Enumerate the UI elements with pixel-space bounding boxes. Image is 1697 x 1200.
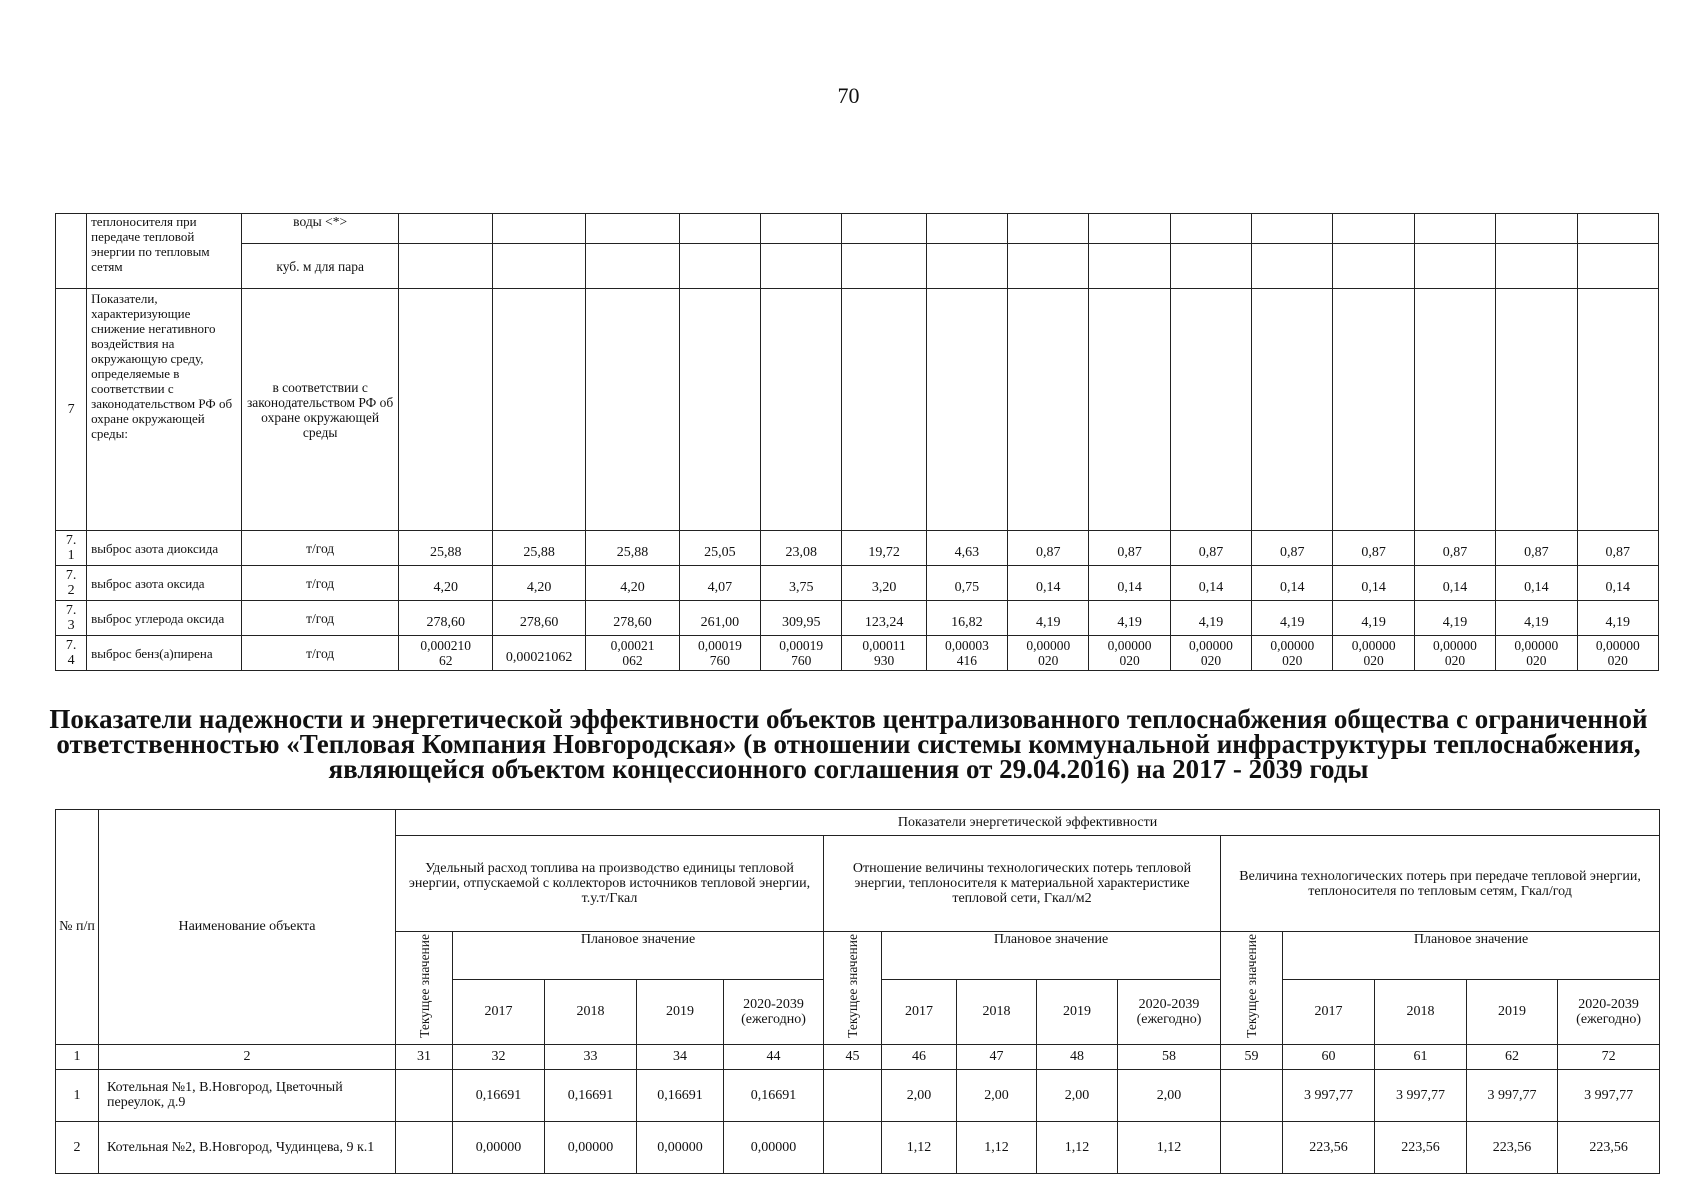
unit-cell: т/год bbox=[241, 601, 399, 636]
table-row bbox=[56, 566, 1659, 601]
column-index-cell: 58 bbox=[1118, 1044, 1221, 1069]
value-cell: 4,20 bbox=[586, 566, 679, 601]
value-cell: 0,16691 bbox=[545, 1069, 637, 1121]
year-header: 2017 bbox=[453, 979, 545, 1044]
value-cell: 0,00000 020 bbox=[1414, 636, 1495, 671]
value-cell: 0,00000 020 bbox=[1252, 636, 1333, 671]
object-name: Котельная №2, В.Новгород, Чудинцева, 9 к.1 bbox=[99, 1121, 396, 1173]
row-number: 7. 1 bbox=[56, 531, 87, 566]
value-cell: 0,75 bbox=[926, 566, 1007, 601]
col-header-name: Наименование объекта bbox=[99, 810, 396, 1045]
year-header: 2018 bbox=[957, 979, 1037, 1044]
group-title: Удельный расход топлива на производство единицы тепловой энергии, отпускаемой с коллекторов источников тепловой энергии, т.у.т/Гкал bbox=[396, 836, 824, 932]
value-cell: 0,00011 930 bbox=[842, 636, 926, 671]
value-cell: 0,14 bbox=[1008, 566, 1089, 601]
value-cell: 0,14 bbox=[1577, 566, 1659, 601]
value-cell: 223,56 bbox=[1283, 1121, 1375, 1173]
value-cell: 4,19 bbox=[1008, 601, 1089, 636]
column-index-cell: 33 bbox=[545, 1044, 637, 1069]
value-cell: 0,87 bbox=[1496, 531, 1577, 566]
value-cell: 0,00000 020 bbox=[1089, 636, 1170, 671]
value-cell: 123,24 bbox=[842, 601, 926, 636]
value-cell: 0,87 bbox=[1333, 531, 1414, 566]
unit-cell: в соответствии с законодательством РФ об охране окружающей среды bbox=[241, 289, 399, 531]
object-name: Котельная №1, В.Новгород, Цветочный переулок, д.9 bbox=[99, 1069, 396, 1121]
column-index-cell: 62 bbox=[1467, 1044, 1558, 1069]
value-cell: 0,00000 020 bbox=[1008, 636, 1089, 671]
row-number: 7. 2 bbox=[56, 566, 87, 601]
value-cell bbox=[824, 1069, 882, 1121]
value-cell: 0,00021062 bbox=[492, 636, 585, 671]
efficiency-indicators-table bbox=[55, 809, 1660, 1174]
column-index-cell: 47 bbox=[957, 1044, 1037, 1069]
column-index-cell: 32 bbox=[453, 1044, 545, 1069]
row-name-cell: выброс углерода оксида bbox=[87, 601, 242, 636]
table-row bbox=[56, 244, 1659, 289]
group-title: Величина технологических потерь при передаче тепловой энергии, теплоносителя по тепловым сетям, Гкал/год bbox=[1221, 836, 1660, 932]
value-cell: 3 997,77 bbox=[1467, 1069, 1558, 1121]
row-name-cell: выброс азота диоксида bbox=[87, 531, 242, 566]
table-cell bbox=[56, 214, 87, 289]
value-cell: 0,14 bbox=[1496, 566, 1577, 601]
value-cell: 0,14 bbox=[1089, 566, 1170, 601]
value-cell: 278,60 bbox=[492, 601, 585, 636]
year-header: 2019 bbox=[1037, 979, 1118, 1044]
value-cell: 0,16691 bbox=[637, 1069, 724, 1121]
value-cell: 3 997,77 bbox=[1558, 1069, 1660, 1121]
value-cell: 223,56 bbox=[1375, 1121, 1467, 1173]
current-value-header: Текущее значение bbox=[396, 932, 453, 1045]
value-cell: 0,87 bbox=[1577, 531, 1659, 566]
value-cell: 0,16691 bbox=[453, 1069, 545, 1121]
value-cell: 2,00 bbox=[1118, 1069, 1221, 1121]
value-cell: 223,56 bbox=[1467, 1121, 1558, 1173]
table-row bbox=[56, 601, 1659, 636]
row-name-cell: Показатели, характеризующие снижение негативного воздействия на окружающую среду, определяемые в соответствии с законодательством РФ об охране окружающей среды: bbox=[87, 289, 242, 531]
column-index-cell: 45 bbox=[824, 1044, 882, 1069]
row-number: 7. 3 bbox=[56, 601, 87, 636]
value-cell: 23,08 bbox=[761, 531, 842, 566]
year-header: 2018 bbox=[545, 979, 637, 1044]
value-cell: 0,87 bbox=[1170, 531, 1251, 566]
value-cell: 25,88 bbox=[492, 531, 585, 566]
value-cell: 25,05 bbox=[679, 531, 760, 566]
value-cell: 19,72 bbox=[842, 531, 926, 566]
value-cell: 0,00000 020 bbox=[1170, 636, 1251, 671]
value-cell: 309,95 bbox=[761, 601, 842, 636]
unit-cell: т/год bbox=[241, 531, 399, 566]
group-title: Отношение величины технологических потерь тепловой энергии, теплоносителя к материальной характеристике тепловой сети, Гкал/м2 bbox=[824, 836, 1221, 932]
value-cell: 3 997,77 bbox=[1283, 1069, 1375, 1121]
value-cell: 2,00 bbox=[1037, 1069, 1118, 1121]
current-value-header: Текущее значение bbox=[1221, 932, 1283, 1045]
value-cell: 0,87 bbox=[1414, 531, 1495, 566]
value-cell: 0,14 bbox=[1333, 566, 1414, 601]
table-row bbox=[56, 636, 1659, 671]
environmental-indicators-table bbox=[55, 213, 1659, 671]
value-cell: 0,14 bbox=[1252, 566, 1333, 601]
table-row bbox=[56, 1121, 1660, 1173]
column-index-cell: 34 bbox=[637, 1044, 724, 1069]
year-header: 2019 bbox=[637, 979, 724, 1044]
value-cell: 4,20 bbox=[399, 566, 492, 601]
value-cell: 25,88 bbox=[399, 531, 492, 566]
value-cell: 2,00 bbox=[882, 1069, 957, 1121]
value-cell: 0,00000 020 bbox=[1333, 636, 1414, 671]
row-number: 7. 4 bbox=[56, 636, 87, 671]
group-header: Показатели энергетической эффективности bbox=[396, 810, 1660, 836]
unit-cell: воды <*> bbox=[241, 214, 399, 244]
value-cell: 4,19 bbox=[1252, 601, 1333, 636]
value-cell: 2,00 bbox=[957, 1069, 1037, 1121]
value-cell: 0,00000 bbox=[545, 1121, 637, 1173]
value-cell: 25,88 bbox=[586, 531, 679, 566]
value-cell: 0,00003 416 bbox=[926, 636, 1007, 671]
table-header-row bbox=[56, 810, 1660, 836]
value-cell: 4,19 bbox=[1170, 601, 1251, 636]
value-cell: 4,63 bbox=[926, 531, 1007, 566]
value-cell bbox=[1221, 1069, 1283, 1121]
value-cell: 0,14 bbox=[1414, 566, 1495, 601]
value-cell: 0,000210 62 bbox=[399, 636, 492, 671]
value-cell: 0,00000 020 bbox=[1577, 636, 1659, 671]
column-index-cell: 1 bbox=[56, 1044, 99, 1069]
value-cell: 1,12 bbox=[882, 1121, 957, 1173]
value-cell: 3,75 bbox=[761, 566, 842, 601]
value-cell bbox=[396, 1121, 453, 1173]
value-cell: 0,00019 760 bbox=[761, 636, 842, 671]
value-cell: 4,19 bbox=[1577, 601, 1659, 636]
row-number: 2 bbox=[56, 1121, 99, 1173]
table-row bbox=[56, 289, 1659, 531]
page-number: 70 bbox=[837, 83, 860, 108]
year-header: 2020-2039 (ежегодно) bbox=[1558, 979, 1660, 1044]
column-index-cell: 2 bbox=[99, 1044, 396, 1069]
row-name-cell: выброс бенз(а)пирена bbox=[87, 636, 242, 671]
value-cell: 0,00019 760 bbox=[679, 636, 760, 671]
value-cell: 278,60 bbox=[399, 601, 492, 636]
value-cell: 16,82 bbox=[926, 601, 1007, 636]
unit-cell: т/год bbox=[241, 566, 399, 601]
value-cell: 4,19 bbox=[1089, 601, 1170, 636]
value-cell: 4,20 bbox=[492, 566, 585, 601]
column-index-cell: 31 bbox=[396, 1044, 453, 1069]
col-header-number: № п/п bbox=[56, 810, 99, 1045]
value-cell: 261,00 bbox=[679, 601, 760, 636]
year-header: 2017 bbox=[1283, 979, 1375, 1044]
value-cell bbox=[824, 1121, 882, 1173]
column-index-cell: 61 bbox=[1375, 1044, 1467, 1069]
value-cell: 0,14 bbox=[1170, 566, 1251, 601]
value-cell: 0,00000 bbox=[637, 1121, 724, 1173]
value-cell: 4,19 bbox=[1414, 601, 1495, 636]
table-row bbox=[56, 214, 1659, 244]
plan-value-header: Плановое значение bbox=[1283, 932, 1660, 980]
column-index-cell: 46 bbox=[882, 1044, 957, 1069]
value-cell: 0,00000 020 bbox=[1496, 636, 1577, 671]
table-row bbox=[56, 531, 1659, 566]
value-cell: 0,00000 bbox=[724, 1121, 824, 1173]
unit-cell: т/год bbox=[241, 636, 399, 671]
value-cell bbox=[396, 1069, 453, 1121]
row-name-cell: выброс азота оксида bbox=[87, 566, 242, 601]
row-name-cell: теплоносителя при передаче тепловой энергии по тепловым сетям bbox=[87, 214, 242, 289]
column-index-cell: 72 bbox=[1558, 1044, 1660, 1069]
column-index-row bbox=[56, 1044, 1660, 1069]
value-cell: 1,12 bbox=[1037, 1121, 1118, 1173]
column-index-cell: 60 bbox=[1283, 1044, 1375, 1069]
value-cell: 0,87 bbox=[1008, 531, 1089, 566]
value-cell: 0,00021 062 bbox=[586, 636, 679, 671]
value-cell: 4,07 bbox=[679, 566, 760, 601]
value-cell: 0,16691 bbox=[724, 1069, 824, 1121]
plan-value-header: Плановое значение bbox=[882, 932, 1221, 980]
current-value-header: Текущее значение bbox=[824, 932, 882, 1045]
year-header: 2020-2039 (ежегодно) bbox=[1118, 979, 1221, 1044]
column-index-cell: 48 bbox=[1037, 1044, 1118, 1069]
value-cell: 4,19 bbox=[1496, 601, 1577, 636]
column-index-cell: 44 bbox=[724, 1044, 824, 1069]
row-number: 1 bbox=[56, 1069, 99, 1121]
row-number: 7 bbox=[56, 289, 87, 531]
value-cell: 3,20 bbox=[842, 566, 926, 601]
value-cell: 223,56 bbox=[1558, 1121, 1660, 1173]
year-header: 2017 bbox=[882, 979, 957, 1044]
value-cell bbox=[1221, 1121, 1283, 1173]
value-cell: 0,87 bbox=[1089, 531, 1170, 566]
value-cell: 3 997,77 bbox=[1375, 1069, 1467, 1121]
section-title: Показатели надежности и энергетической эффективности объектов централизованного теплоснабжения общества с ограниченной ответственностью «Тепловая Компания Новгородская» (в отношении системы коммунальной инфраструктуры теплоснабжения, являющейся объектом концессионного соглашения от 29.04.2016) на 2017 - 2039 годы bbox=[49, 704, 1648, 784]
value-cell: 1,12 bbox=[957, 1121, 1037, 1173]
value-cell: 0,87 bbox=[1252, 531, 1333, 566]
value-cell: 4,19 bbox=[1333, 601, 1414, 636]
table-row bbox=[56, 1069, 1660, 1121]
unit-cell: куб. м для пара bbox=[241, 244, 399, 289]
year-header: 2018 bbox=[1375, 979, 1467, 1044]
year-header: 2019 bbox=[1467, 979, 1558, 1044]
year-header: 2020-2039 (ежегодно) bbox=[724, 979, 824, 1044]
plan-value-header: Плановое значение bbox=[453, 932, 824, 980]
value-cell: 0,00000 bbox=[453, 1121, 545, 1173]
value-cell: 1,12 bbox=[1118, 1121, 1221, 1173]
value-cell: 278,60 bbox=[586, 601, 679, 636]
column-index-cell: 59 bbox=[1221, 1044, 1283, 1069]
